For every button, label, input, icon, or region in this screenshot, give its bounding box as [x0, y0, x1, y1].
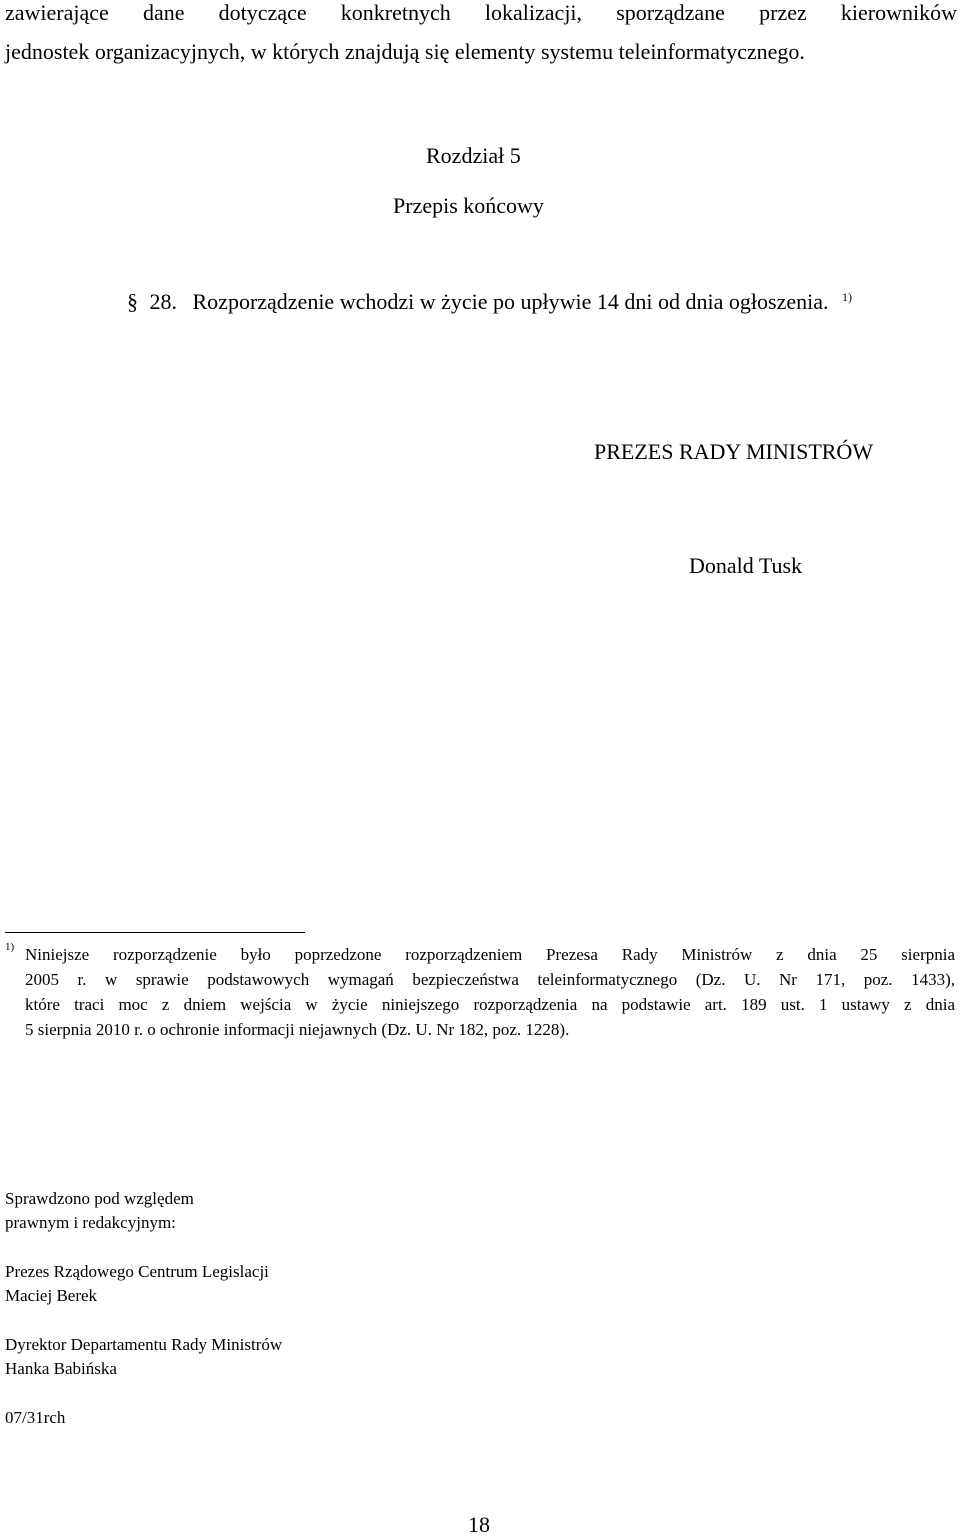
- section-text: Rozporządzenie wchodzi w życie po upływie 14 dni od dnia ogłoszenia.: [192, 289, 829, 314]
- document-code: 07/31rch: [5, 1408, 66, 1427]
- verification-line-1: Sprawdzono pod względem: [5, 1189, 194, 1208]
- footnote-marker: 1): [5, 941, 15, 953]
- body-line-1: zawierające dane dotyczące konkretnych lokalizacji, sporządzane przez kierowników: [5, 0, 957, 25]
- verification-line-2: prawnym i redakcyjnym:: [5, 1213, 176, 1232]
- footnote-line-3: które traci moc z dniem wejścia w życie niniejszego rozporządzenia na podstawie art. 189 ust. 1 ustawy z dnia: [25, 995, 955, 1014]
- signatory-name: Donald Tusk: [689, 553, 803, 578]
- chapter-title: Rozdział 5: [426, 143, 521, 168]
- footnote-separator: [5, 932, 305, 933]
- official-name-2: Hanka Babińska: [5, 1359, 117, 1378]
- chapter-subtitle: Przepis końcowy: [393, 193, 544, 218]
- section-symbol: §: [127, 289, 138, 314]
- official-role-2: Dyrektor Departamentu Rady Ministrów: [5, 1335, 283, 1354]
- official-role-1: Prezes Rządowego Centrum Legislacji: [5, 1262, 269, 1281]
- official-name-1: Maciej Berek: [5, 1286, 98, 1305]
- footnote-reference: 1): [841, 289, 852, 304]
- body-line-2: jednostek organizacyjnych, w których znajdują się elementy systemu teleinformatycznego.: [5, 39, 805, 64]
- footnote-line-4: 5 sierpnia 2010 r. o ochronie informacji niejawnych (Dz. U. Nr 182, poz. 1228).: [25, 1020, 570, 1039]
- footnote-line-2: 2005 r. w sprawie podstawowych wymagań bezpieczeństwa teleinformatycznego (Dz. U. Nr 171, poz. 1433),: [25, 970, 955, 989]
- footnote-line-1: Niniejsze rozporządzenie było poprzedzone rozporządzeniem Prezesa Rady Ministrów z dnia 25 sierpnia: [25, 945, 955, 964]
- section-paragraph: [127, 291, 852, 313]
- signatory-title: PREZES RADY MINISTRÓW: [594, 439, 874, 464]
- section-number: 28.: [149, 289, 177, 314]
- page-number: 18: [468, 1512, 490, 1537]
